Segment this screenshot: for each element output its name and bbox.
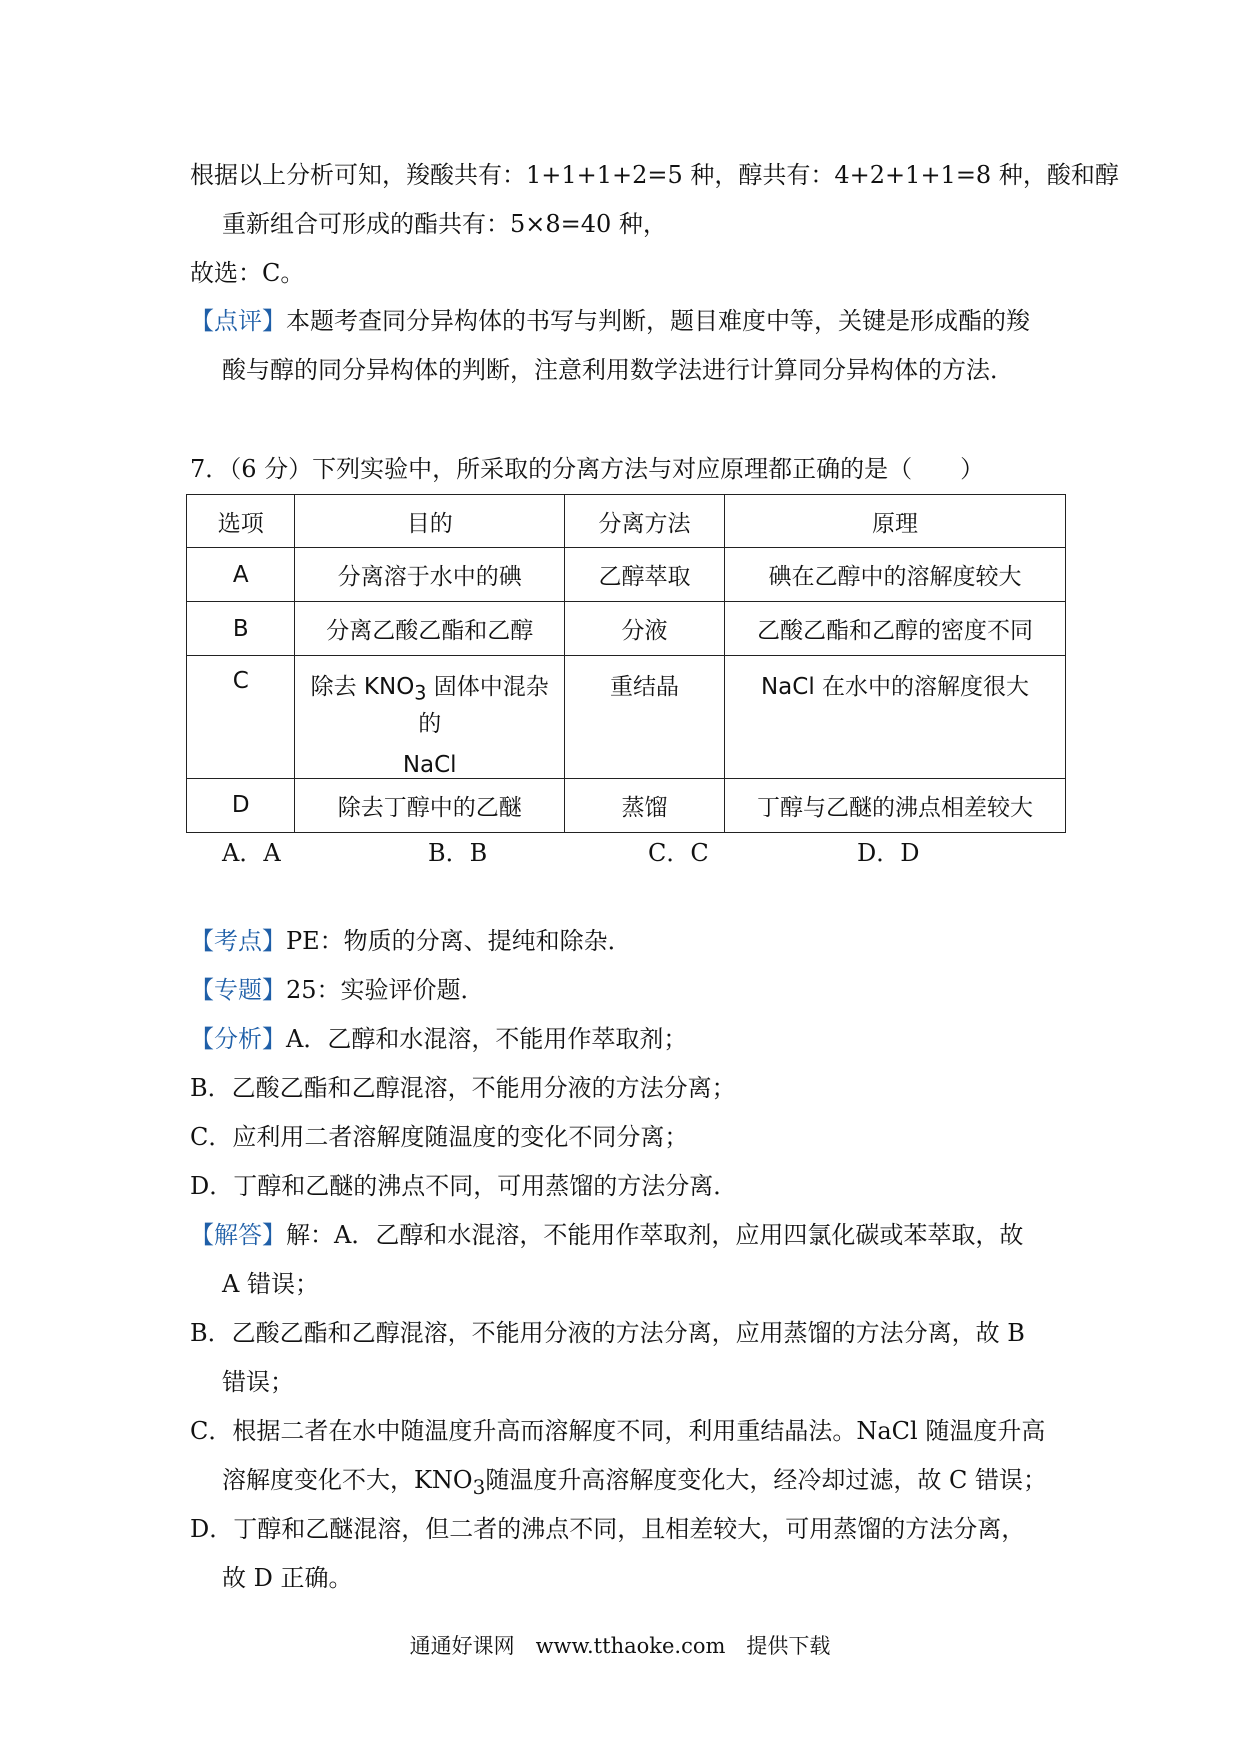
table-cell: 乙酸乙酯和乙醇的密度不同 [725, 602, 1066, 656]
table-header: 选项 [187, 495, 295, 548]
fenxi-line: B．乙酸乙酯和乙醇混溶，不能用分液的方法分离； [190, 1074, 736, 1102]
jieda-line: D．丁醇和乙醚混溶，但二者的沸点不同，且相差较大，可用蒸馏的方法分离， [190, 1515, 1026, 1543]
jieda-line [222, 1463, 1047, 1504]
table-header: 分离方法 [564, 495, 724, 548]
choice-b: B．B [428, 839, 488, 867]
table-cell: 分液 [564, 602, 724, 656]
cell-text: NaCl [402, 751, 457, 778]
analysis-line: 重新组合可形成的酯共有：5×8=40 种， [222, 210, 667, 238]
choice-d: D．D [857, 839, 920, 867]
table-cell: 碘在乙醇中的溶解度较大 [725, 548, 1066, 602]
choice-a: A．A [222, 839, 281, 867]
jieda-line: A 错误； [222, 1270, 319, 1298]
fenxi-line: D．丁醇和乙醚的沸点不同，可用蒸馏的方法分离． [190, 1172, 738, 1200]
kaodian-text: PE：物质的分离、提纯和除杂． [286, 927, 632, 955]
jieda-line [190, 1218, 1023, 1252]
jieda-text: 解：A．乙醇和水混溶，不能用作萃取剂，应用四氯化碳或苯萃取，故 [286, 1221, 1024, 1249]
cell-text: 固体中混杂的 [418, 674, 549, 737]
page-footer: 通通好课网 www.tthaoke.com 提供下载 [409, 1634, 831, 1658]
jieda-line: C．根据二者在水中随温度升高而溶解度不同，利用重结晶法。NaCl 随温度升高 [190, 1417, 1046, 1445]
table-cell: 重结晶 [564, 656, 724, 779]
table-cell [295, 656, 565, 779]
table-row [187, 602, 1066, 656]
fenxi-line: C．应利用二者溶解度随温度的变化不同分离； [190, 1123, 689, 1151]
review-line: 酸与醇的同分异构体的判断，注意利用数学法进行计算同分异构体的方法． [222, 356, 1014, 384]
review-tag: 【点评】 [190, 307, 286, 335]
table-cell: 分离乙酸乙酯和乙醇 [295, 602, 565, 656]
review-text: 本题考查同分异构体的书写与判断，题目难度中等，关键是形成酯的羧 [286, 307, 1030, 335]
subscript: 3 [414, 681, 427, 705]
fenxi-tag: 【分析】 [190, 1025, 286, 1053]
jieda-tag: 【解答】 [190, 1221, 286, 1249]
jieda-text: 随温度升高溶解度变化大，经冷却过滤，故 C 错误； [485, 1466, 1047, 1494]
table-cell: 除去丁醇中的乙醚 [295, 778, 565, 832]
table-header: 原理 [725, 495, 1066, 548]
jieda-line: 故 D 正确。 [222, 1564, 353, 1592]
cell-text: 除去 KNO [310, 674, 415, 700]
table-header-row [187, 495, 1066, 548]
jieda-text: 溶解度变化不大，KNO [222, 1466, 473, 1494]
table-row [187, 548, 1066, 602]
review-line [190, 304, 1030, 338]
options-table [186, 494, 1066, 833]
table-cell: C [187, 656, 295, 779]
table-row [187, 778, 1066, 832]
kaodian-line [190, 924, 632, 958]
table-cell: A [187, 548, 295, 602]
table-cell: 蒸馏 [564, 778, 724, 832]
zhuanti-line [190, 973, 485, 1007]
subscript: 3 [472, 1474, 486, 1499]
kaodian-tag: 【考点】 [190, 927, 286, 955]
jieda-line: 错误； [222, 1368, 294, 1396]
table-cell: NaCl 在水中的溶解度很大 [725, 656, 1066, 779]
table-cell: 乙醇萃取 [564, 548, 724, 602]
fenxi-line [190, 1022, 687, 1056]
table-header: 目的 [295, 495, 565, 548]
jieda-line: B．乙酸乙酯和乙醇混溶，不能用分液的方法分离，应用蒸馏的方法分离，故 B [190, 1319, 1025, 1347]
table-cell: D [187, 778, 295, 832]
zhuanti-text: 25：实验评价题． [286, 976, 485, 1004]
question-stem: 7．（6 分）下列实验中，所采取的分离方法与对应原理都正确的是（ ） [190, 455, 985, 483]
fenxi-text: A．乙醇和水混溶，不能用作萃取剂； [286, 1025, 688, 1053]
analysis-line: 根据以上分析可知，羧酸共有：1+1+1+2=5 种，醇共有：4+2+1+1=8 种，酸和醇 [190, 161, 1119, 189]
zhuanti-tag: 【专题】 [190, 976, 286, 1004]
choice-c: C．C [648, 839, 709, 867]
answer-line: 故选：C。 [190, 259, 305, 287]
table-cell: B [187, 602, 295, 656]
table-row [187, 656, 1066, 779]
table-cell: 分离溶于水中的碘 [295, 548, 565, 602]
table-cell: 丁醇与乙醚的沸点相差较大 [725, 778, 1066, 832]
